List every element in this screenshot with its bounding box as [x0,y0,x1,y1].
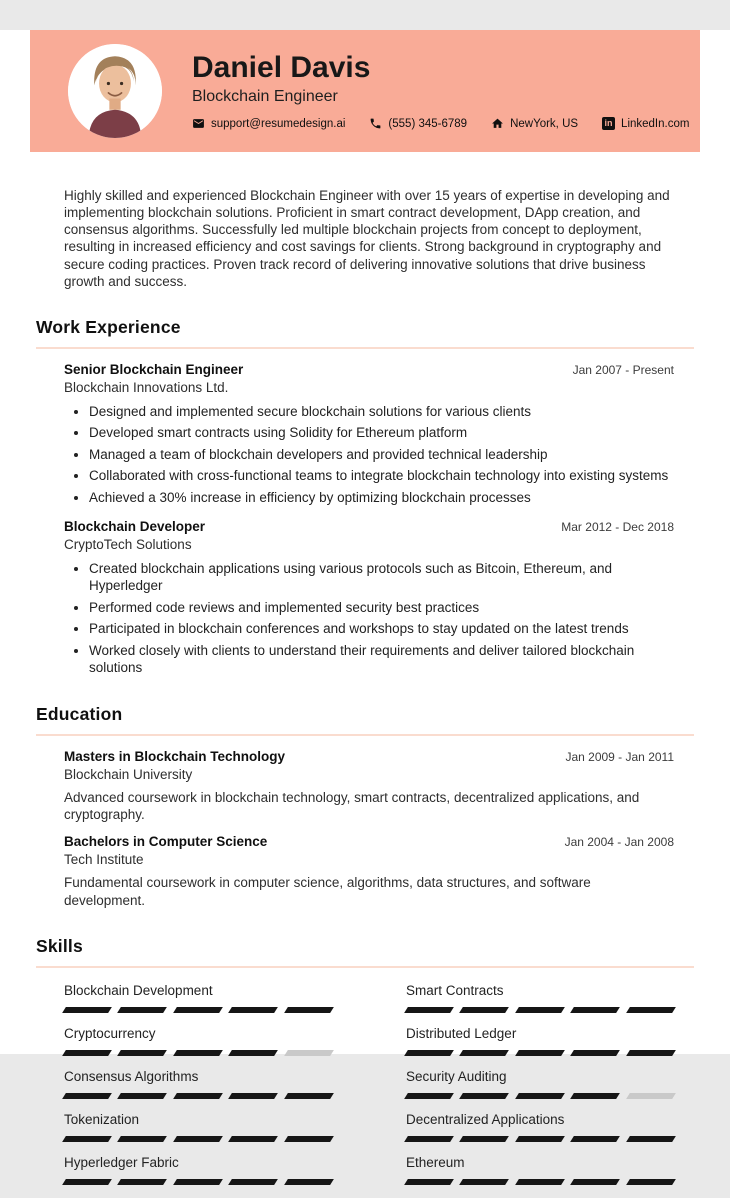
job-bullet: • Collaborated with cross-functional teams to integrate blockchain technology into existing systems [89,467,674,485]
skill-bar-segment [570,1136,620,1142]
candidate-title: Blockchain Engineer [192,88,338,106]
job-company: CryptoTech Solutions [64,536,192,552]
skill-bar-segment [118,1136,168,1142]
skill-bar-segment [460,1136,510,1142]
job-bullet: • Designed and implemented secure blockchain solutions for various clients [89,403,674,421]
work-entry [36,511,694,677]
skill-bar [64,1179,332,1185]
skill-item [64,1026,332,1056]
skill-bar-segment [173,1050,223,1056]
skill-bar-segment [570,1007,620,1013]
job-bullet: • Managed a team of blockchain developers and provided technical leadership [89,446,674,464]
work-entry [36,349,694,507]
skill-name: Distributed Ledger [406,1026,517,1042]
header-text [192,52,689,131]
skill-bar-segment [284,1179,334,1185]
job-dates: Mar 2012 - Dec 2018 [561,519,674,534]
skill-bar-segment [228,1007,278,1013]
skill-bar [64,1007,332,1013]
job-bullet: • Participated in blockchain conferences and workshops to stay updated on the latest trends [89,620,674,638]
skill-bar-segment [404,1136,454,1142]
skill-bar-segment [404,1093,454,1099]
skill-bar-segment [62,1007,112,1013]
skill-bar-segment [515,1093,565,1099]
email-text: support@resumedesign.ai [211,117,346,130]
job-company: Blockchain Innovations Ltd. [64,379,229,395]
skill-item [406,1069,674,1099]
skill-item [406,1155,674,1185]
job-bullets [64,560,674,677]
linkedin-icon: in [602,117,615,130]
degree-title: Bachelors in Computer Science [64,833,268,849]
skill-bar [64,1136,332,1142]
skill-bar-segment [404,1007,454,1013]
skill-bar-segment [515,1136,565,1142]
section-title-skills: Skills [36,936,83,957]
job-dates: Jan 2007 - Present [572,362,674,377]
email-icon [192,117,205,130]
degree-dates: Jan 2004 - Jan 2008 [564,834,674,849]
resume-header [30,30,700,152]
education-entry [36,824,694,909]
skill-item [406,1026,674,1056]
section-education [36,704,694,909]
skill-bar [406,1050,674,1056]
degree-description: Advanced coursework in blockchain technology, smart contracts, decentralized applications, and cryptography. [64,789,640,823]
job-bullet: • Developed smart contracts using Solidity for Ethereum platform [89,424,674,442]
skill-bar [64,1050,332,1056]
skill-bar-segment [515,1007,565,1013]
section-title-education: Education [36,703,123,724]
skill-name: Security Auditing [406,1069,507,1085]
job-title: Blockchain Developer [64,518,206,534]
skill-bar-segment [284,1050,334,1056]
job-title: Senior Blockchain Engineer [64,361,244,377]
linkedin-text: LinkedIn.com [621,117,690,130]
skill-bar-segment [460,1050,510,1056]
skill-name: Ethereum [406,1155,465,1171]
skill-bar-segment [460,1179,510,1185]
skill-bar [64,1093,332,1099]
summary-paragraph: Highly skilled and experienced Blockchain Engineer with over 15 years of expertise in developing and implementing blockchain solutions. Proficient in smart contract development, DApp creation, and consensus algorithms. Successfully led multiple blockchain projects from concept to deployment, resulting in increased efficiency and cost savings for clients. Strong background in cryptography and secure coding practices. Proven track record of delivering innovative solutions that drive business growth and success. [64,188,670,289]
skill-bar-segment [404,1050,454,1056]
skill-bar-segment [62,1050,112,1056]
contact-email [192,117,345,130]
skill-bar-segment [570,1179,620,1185]
resume-body [36,187,694,1198]
skill-bar-segment [118,1093,168,1099]
skill-name: Smart Contracts [406,983,504,999]
skill-bar-segment [173,1136,223,1142]
skill-bar-segment [62,1179,112,1185]
skill-bar-segment [228,1050,278,1056]
skill-item [64,1112,332,1142]
skill-bar-segment [626,1050,676,1056]
education-entry-head [64,834,674,849]
school-name: Tech Institute [64,851,144,867]
candidate-name: Daniel Davis [192,50,371,84]
skill-bar-segment [173,1093,223,1099]
skill-bar-segment [118,1007,168,1013]
skills-grid [64,983,674,1198]
skill-name: Blockchain Development [64,983,213,999]
skill-bar-segment [284,1007,334,1013]
contact-location [491,117,578,130]
job-bullet: • Performed code reviews and implemented security best practices [89,599,674,617]
work-entry-head [64,362,674,377]
degree-dates: Jan 2009 - Jan 2011 [565,749,674,764]
degree-description: Fundamental coursework in computer science, algorithms, data structures, and software development. [64,874,591,908]
profile-photo [68,44,162,138]
skill-bar-segment [404,1179,454,1185]
skill-bar-segment [62,1136,112,1142]
skill-name: Tokenization [64,1112,140,1128]
skill-bar [406,1093,674,1099]
contact-phone [369,117,467,130]
contact-linkedin [602,117,689,130]
skill-bar-segment [626,1136,676,1142]
skill-bar-segment [173,1007,223,1013]
skill-bar-segment [118,1050,168,1056]
education-entry-head [64,749,674,764]
skill-bar-segment [460,1093,510,1099]
skill-bar-segment [228,1179,278,1185]
skill-name: Decentralized Applications [406,1112,565,1128]
work-entry-head [64,519,674,534]
avatar [68,44,162,138]
skill-item [406,1112,674,1142]
skill-bar-segment [173,1179,223,1185]
skill-bar [406,1179,674,1185]
section-work-experience [36,317,694,677]
skill-bar-segment [515,1179,565,1185]
skill-bar-segment [515,1050,565,1056]
education-entry [36,736,694,824]
skill-bar-segment [228,1136,278,1142]
skill-bar-segment [570,1093,620,1099]
phone-text: (555) 345-6789 [388,117,468,130]
job-bullets [64,403,674,507]
location-text: NewYork, US [510,117,579,130]
skill-item [406,983,674,1013]
skill-item [64,1069,332,1099]
skill-bar-segment [626,1007,676,1013]
skill-bar-segment [626,1093,676,1099]
skill-name: Hyperledger Fabric [64,1155,179,1171]
job-bullet: • Created blockchain applications using various protocols such as Bitcoin, Ethereum, and Hyperledger [89,560,674,595]
skill-bar-segment [284,1136,334,1142]
section-skills [36,936,694,1198]
skill-bar-segment [62,1093,112,1099]
skill-name: Consensus Algorithms [64,1069,199,1085]
skill-bar-segment [570,1050,620,1056]
skill-bar-segment [284,1093,334,1099]
job-bullet: • Achieved a 30% increase in efficiency by optimizing blockchain processes [89,489,674,507]
degree-title: Masters in Blockchain Technology [64,748,286,764]
skill-bar-segment [460,1007,510,1013]
resume-page [0,30,730,1171]
section-divider [36,966,694,968]
skill-name: Cryptocurrency [64,1026,156,1042]
skill-bar-segment [228,1093,278,1099]
skill-bar-segment [118,1179,168,1185]
home-icon [491,117,504,130]
skill-item [64,1155,332,1185]
skill-bar [406,1136,674,1142]
skill-bar [406,1007,674,1013]
skill-item [64,983,332,1013]
section-title-work: Work Experience [36,316,181,337]
contact-row [192,117,689,130]
skill-bar-segment [626,1179,676,1185]
phone-icon [369,117,382,130]
job-bullet: • Worked closely with clients to understand their requirements and deliver tailored blockchain solutions [89,642,674,677]
school-name: Blockchain University [64,766,193,782]
